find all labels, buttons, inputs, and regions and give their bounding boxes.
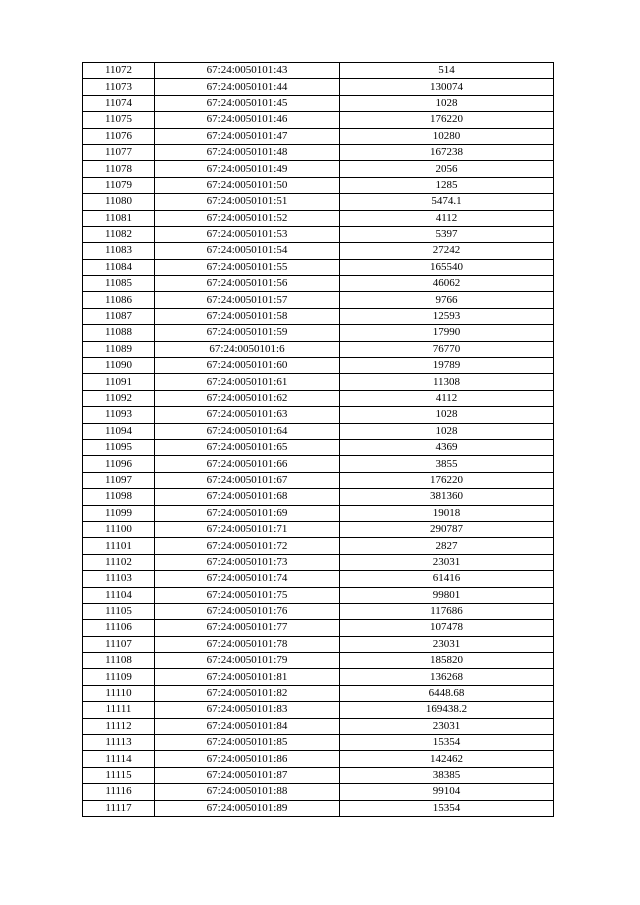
cadastral-number-cell: 67:24:0050101:64 [155,423,340,439]
area-value-cell: 381360 [340,489,554,505]
row-number-cell: 11115 [83,767,155,783]
row-number-cell: 11094 [83,423,155,439]
area-value-cell: 19018 [340,505,554,521]
table-row [83,718,554,734]
area-value-cell: 107478 [340,620,554,636]
cadastral-number-cell: 67:24:0050101:76 [155,603,340,619]
table-row [83,636,554,652]
cadastral-number-cell: 67:24:0050101:50 [155,177,340,193]
cadastral-number-cell: 67:24:0050101:60 [155,358,340,374]
parcel-table-body [83,63,554,817]
area-value-cell: 5397 [340,226,554,242]
cadastral-number-cell: 67:24:0050101:67 [155,472,340,488]
cadastral-number-cell: 67:24:0050101:85 [155,735,340,751]
area-value-cell: 99104 [340,784,554,800]
table-row [83,210,554,226]
area-value-cell: 290787 [340,521,554,537]
cadastral-number-cell: 67:24:0050101:79 [155,653,340,669]
cadastral-number-cell: 67:24:0050101:57 [155,292,340,308]
cadastral-number-cell: 67:24:0050101:44 [155,79,340,95]
table-row [83,603,554,619]
area-value-cell: 27242 [340,243,554,259]
cadastral-number-cell: 67:24:0050101:69 [155,505,340,521]
row-number-cell: 11101 [83,538,155,554]
cadastral-number-cell: 67:24:0050101:55 [155,259,340,275]
cadastral-number-cell: 67:24:0050101:86 [155,751,340,767]
row-number-cell: 11078 [83,161,155,177]
area-value-cell: 15354 [340,735,554,751]
area-value-cell: 2056 [340,161,554,177]
row-number-cell: 11077 [83,144,155,160]
row-number-cell: 11110 [83,685,155,701]
row-number-cell: 11080 [83,194,155,210]
table-row [83,79,554,95]
area-value-cell: 1028 [340,423,554,439]
row-number-cell: 11081 [83,210,155,226]
cadastral-number-cell: 67:24:0050101:51 [155,194,340,210]
row-number-cell: 11109 [83,669,155,685]
table-row [83,472,554,488]
area-value-cell: 46062 [340,276,554,292]
row-number-cell: 11111 [83,702,155,718]
area-value-cell: 76770 [340,341,554,357]
row-number-cell: 11114 [83,751,155,767]
area-value-cell: 4369 [340,439,554,455]
table-row [83,521,554,537]
area-value-cell: 117686 [340,603,554,619]
row-number-cell: 11091 [83,374,155,390]
row-number-cell: 11113 [83,735,155,751]
row-number-cell: 11099 [83,505,155,521]
area-value-cell: 176220 [340,112,554,128]
cadastral-number-cell: 67:24:0050101:53 [155,226,340,242]
row-number-cell: 11116 [83,784,155,800]
cadastral-number-cell: 67:24:0050101:81 [155,669,340,685]
table-row [83,751,554,767]
table-row [83,800,554,816]
area-value-cell: 176220 [340,472,554,488]
area-value-cell: 23031 [340,718,554,734]
table-row [83,161,554,177]
area-value-cell: 3855 [340,456,554,472]
row-number-cell: 11093 [83,407,155,423]
cadastral-number-cell: 67:24:0050101:83 [155,702,340,718]
table-row [83,325,554,341]
table-row [83,374,554,390]
area-value-cell: 2827 [340,538,554,554]
cadastral-number-cell: 67:24:0050101:59 [155,325,340,341]
area-value-cell: 136268 [340,669,554,685]
row-number-cell: 11085 [83,276,155,292]
cadastral-number-cell: 67:24:0050101:62 [155,390,340,406]
table-row [83,669,554,685]
cadastral-number-cell: 67:24:0050101:52 [155,210,340,226]
area-value-cell: 185820 [340,653,554,669]
row-number-cell: 11106 [83,620,155,636]
cadastral-number-cell: 67:24:0050101:89 [155,800,340,816]
row-number-cell: 11097 [83,472,155,488]
cadastral-number-cell: 67:24:0050101:45 [155,95,340,111]
row-number-cell: 11096 [83,456,155,472]
area-value-cell: 167238 [340,144,554,160]
cadastral-number-cell: 67:24:0050101:66 [155,456,340,472]
table-row [83,767,554,783]
cadastral-number-cell: 67:24:0050101:73 [155,554,340,570]
row-number-cell: 11087 [83,308,155,324]
table-row [83,587,554,603]
table-row [83,243,554,259]
table-row [83,194,554,210]
row-number-cell: 11083 [83,243,155,259]
row-number-cell: 11092 [83,390,155,406]
row-number-cell: 11082 [83,226,155,242]
table-row [83,571,554,587]
row-number-cell: 11117 [83,800,155,816]
table-row [83,226,554,242]
area-value-cell: 1028 [340,407,554,423]
table-row [83,653,554,669]
table-row [83,702,554,718]
cadastral-number-cell: 67:24:0050101:72 [155,538,340,554]
cadastral-number-cell: 67:24:0050101:82 [155,685,340,701]
row-number-cell: 11098 [83,489,155,505]
row-number-cell: 11075 [83,112,155,128]
row-number-cell: 11072 [83,63,155,79]
table-row [83,276,554,292]
table-row [83,784,554,800]
cadastral-number-cell: 67:24:0050101:71 [155,521,340,537]
area-value-cell: 1028 [340,95,554,111]
row-number-cell: 11089 [83,341,155,357]
table-row [83,620,554,636]
table-row [83,439,554,455]
row-number-cell: 11088 [83,325,155,341]
cadastral-number-cell: 67:24:0050101:58 [155,308,340,324]
area-value-cell: 10280 [340,128,554,144]
cadastral-number-cell: 67:24:0050101:77 [155,620,340,636]
table-row [83,489,554,505]
table-row [83,505,554,521]
cadastral-number-cell: 67:24:0050101:75 [155,587,340,603]
table-row [83,456,554,472]
row-number-cell: 11112 [83,718,155,734]
cadastral-number-cell: 67:24:0050101:54 [155,243,340,259]
row-number-cell: 11086 [83,292,155,308]
table-row [83,341,554,357]
table-row [83,144,554,160]
cadastral-number-cell: 67:24:0050101:46 [155,112,340,128]
area-value-cell: 9766 [340,292,554,308]
cadastral-number-cell: 67:24:0050101:6 [155,341,340,357]
row-number-cell: 11079 [83,177,155,193]
cadastral-number-cell: 67:24:0050101:49 [155,161,340,177]
table-row [83,423,554,439]
row-number-cell: 11076 [83,128,155,144]
row-number-cell: 11103 [83,571,155,587]
row-number-cell: 11100 [83,521,155,537]
row-number-cell: 11102 [83,554,155,570]
area-value-cell: 23031 [340,636,554,652]
row-number-cell: 11073 [83,79,155,95]
cadastral-number-cell: 67:24:0050101:63 [155,407,340,423]
cadastral-number-cell: 67:24:0050101:88 [155,784,340,800]
area-value-cell: 169438.2 [340,702,554,718]
row-number-cell: 11105 [83,603,155,619]
area-value-cell: 4112 [340,390,554,406]
cadastral-number-cell: 67:24:0050101:74 [155,571,340,587]
table-row [83,735,554,751]
area-value-cell: 142462 [340,751,554,767]
cadastral-number-cell: 67:24:0050101:84 [155,718,340,734]
table-row [83,112,554,128]
table-row [83,390,554,406]
table-row [83,685,554,701]
cadastral-number-cell: 67:24:0050101:87 [155,767,340,783]
area-value-cell: 1285 [340,177,554,193]
area-value-cell: 4112 [340,210,554,226]
table-row [83,177,554,193]
table-row [83,308,554,324]
parcel-table [82,62,554,817]
table-row [83,95,554,111]
row-number-cell: 11084 [83,259,155,275]
table-row [83,259,554,275]
table-row [83,407,554,423]
cadastral-number-cell: 67:24:0050101:68 [155,489,340,505]
area-value-cell: 514 [340,63,554,79]
area-value-cell: 23031 [340,554,554,570]
cadastral-number-cell: 67:24:0050101:43 [155,63,340,79]
table-row [83,292,554,308]
cadastral-number-cell: 67:24:0050101:47 [155,128,340,144]
table-row [83,554,554,570]
area-value-cell: 12593 [340,308,554,324]
row-number-cell: 11107 [83,636,155,652]
row-number-cell: 11104 [83,587,155,603]
area-value-cell: 38385 [340,767,554,783]
row-number-cell: 11074 [83,95,155,111]
area-value-cell: 15354 [340,800,554,816]
area-value-cell: 165540 [340,259,554,275]
cadastral-number-cell: 67:24:0050101:48 [155,144,340,160]
cadastral-number-cell: 67:24:0050101:56 [155,276,340,292]
table-row [83,358,554,374]
table-row [83,63,554,79]
cadastral-number-cell: 67:24:0050101:65 [155,439,340,455]
area-value-cell: 130074 [340,79,554,95]
area-value-cell: 17990 [340,325,554,341]
area-value-cell: 5474.1 [340,194,554,210]
area-value-cell: 61416 [340,571,554,587]
table-row [83,538,554,554]
row-number-cell: 11108 [83,653,155,669]
cadastral-number-cell: 67:24:0050101:78 [155,636,340,652]
table-row [83,128,554,144]
area-value-cell: 99801 [340,587,554,603]
cadastral-number-cell: 67:24:0050101:61 [155,374,340,390]
area-value-cell: 19789 [340,358,554,374]
row-number-cell: 11090 [83,358,155,374]
row-number-cell: 11095 [83,439,155,455]
area-value-cell: 11308 [340,374,554,390]
area-value-cell: 6448.68 [340,685,554,701]
